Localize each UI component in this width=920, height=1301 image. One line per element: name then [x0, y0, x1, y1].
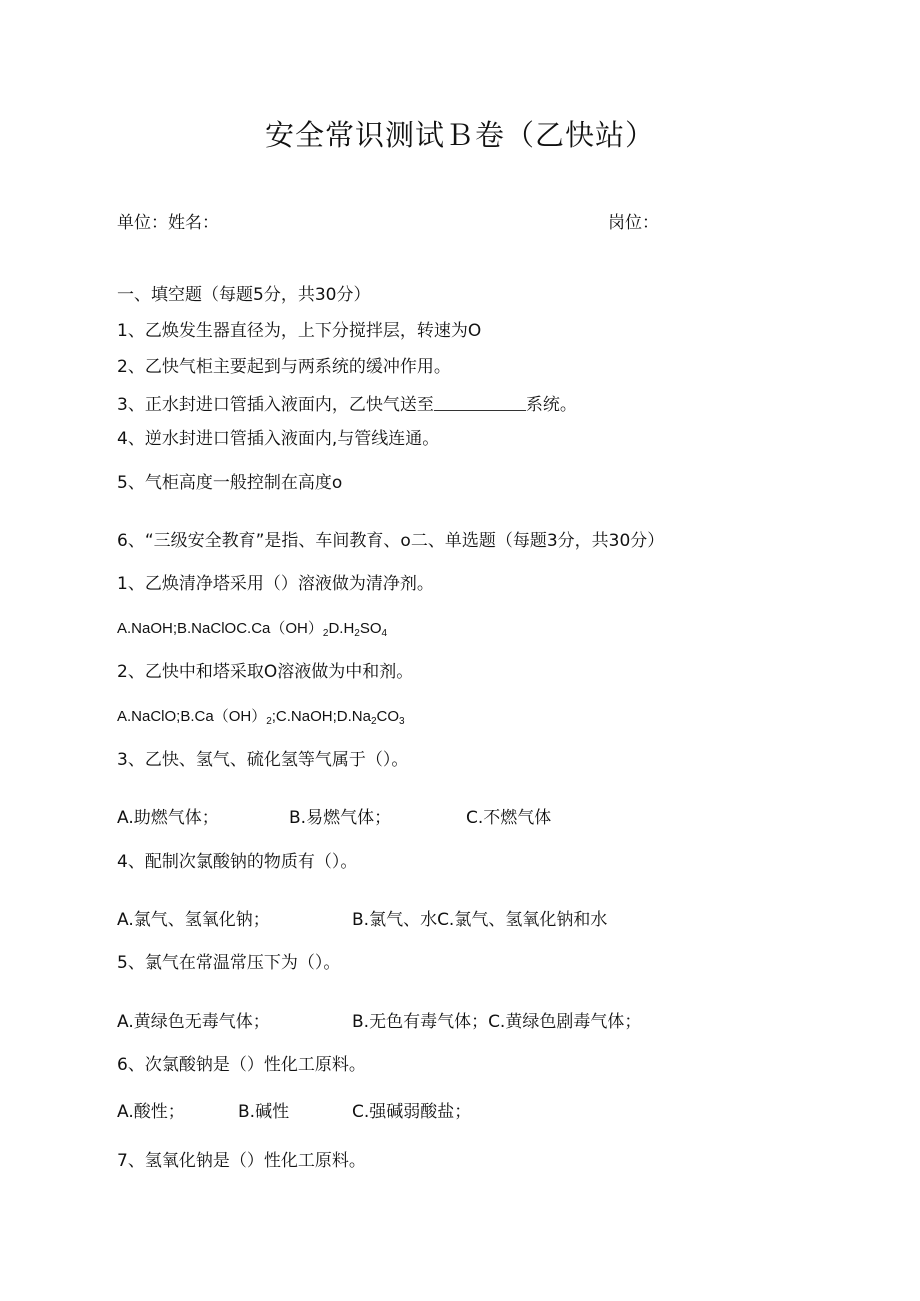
question-choice-1: 1、乙焕清净塔采用（）溶液做为清净剂。: [117, 574, 434, 594]
answer-blank: [434, 396, 526, 411]
question-choice-6: 6、次氯酸钠是（）性化工原料。: [117, 1055, 366, 1075]
subscript: 3: [399, 716, 405, 727]
option-c: C.强碱弱酸盐；: [352, 1102, 472, 1122]
unit-name-label: 单位：姓名：: [117, 213, 219, 233]
question-fill-2: 2、乙快气柜主要起到与两系统的缓冲作用。: [117, 357, 451, 377]
option-c: C.不燃气体: [466, 808, 552, 828]
option-a: A.氯气、氢氧化钠；: [117, 910, 270, 930]
option-bc: B.氯气、水C.氯气、氢氧化钠和水: [352, 910, 608, 930]
option-b: B.碱性: [238, 1102, 290, 1122]
option-text: ;C.NaOH;D.Na: [271, 708, 371, 725]
question-choice-5: 5、氯气在常温常压下为（）。: [117, 953, 341, 973]
post-label: 岗位：: [608, 213, 659, 233]
question-fill-1: 1、乙焕发生器直径为，上下分搅拌层，转速为O: [117, 321, 482, 341]
question-choice-4: 4、配制次氯酸钠的物质有（）。: [117, 852, 358, 872]
question-choice-7: 7、氢氧化钠是（）性化工原料。: [117, 1151, 366, 1171]
page-title: 安全常识测试Ｂ卷（乙快站）: [264, 118, 655, 152]
question-fill-3: [117, 396, 577, 414]
question-fill-3-text: 3、正水封进口管插入液面内，乙快气送至: [117, 395, 434, 415]
option-text: SO: [359, 620, 382, 637]
subscript: 2: [322, 628, 329, 639]
question-fill-4: 4、逆水封进口管插入液面内,与管线连通。: [117, 429, 440, 449]
subscript: 4: [381, 628, 388, 639]
option-b: B.易燃气体；: [289, 808, 392, 828]
question-fill-3-suffix: 系统。: [525, 395, 577, 415]
option-text: CO: [376, 708, 400, 725]
question-choice-3: 3、乙快、氢气、硫化氢等气属于（）。: [117, 750, 409, 770]
option-a: A.酸性；: [117, 1102, 185, 1122]
option-bc: B.无色有毒气体；C.黄绿色剧毒气体；: [352, 1012, 642, 1032]
option-a: A.黄绿色无毒气体；: [117, 1012, 270, 1032]
question-choice-1-options: [117, 620, 388, 639]
option-a: A.助燃气体；: [117, 808, 219, 828]
option-text: A.NaOH;B.NaClOC.Ca（OH）: [117, 620, 323, 637]
question-fill-6-and-section-2-heading: 6、“三级安全教育”是指、车间教育、o二、单选题（每题3分，共30分）: [117, 531, 665, 551]
section-heading-fill-blank: 一、填空题（每题5分，共30分）: [117, 285, 371, 305]
question-choice-2-options: [117, 708, 405, 727]
question-choice-2: 2、乙快中和塔采取O溶液做为中和剂。: [117, 662, 414, 682]
subscript: 2: [266, 716, 272, 727]
subscript: 2: [370, 716, 377, 727]
option-text: D.H: [328, 620, 355, 637]
question-fill-5: 5、气柜高度一般控制在高度o: [117, 473, 343, 493]
subscript: 2: [354, 628, 360, 639]
option-text: A.NaClO;B.Ca（OH）: [117, 708, 267, 725]
